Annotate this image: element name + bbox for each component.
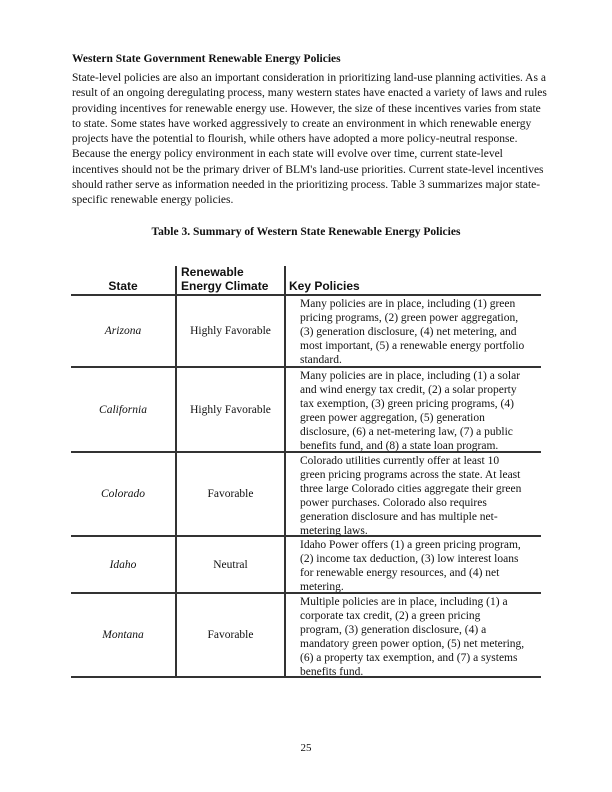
policy-line: Idaho Power offers (1) a green pricing program, bbox=[300, 539, 521, 551]
policy-line: for renewable energy resources, and (4) net bbox=[300, 567, 500, 579]
cell-climate: Neutral bbox=[213, 558, 248, 571]
policy-line: power purchases. Colorado also requires bbox=[300, 497, 487, 509]
policy-line: program, (3) generation disclosure, (4) a bbox=[300, 624, 487, 636]
cell-state: Colorado bbox=[100, 488, 146, 500]
section-heading: Western State Government Renewable Energy Policies bbox=[72, 53, 341, 65]
policy-line: Multiple policies are in place, including (1) a bbox=[300, 596, 508, 608]
cell-climate: Highly Favorable bbox=[190, 403, 271, 416]
policy-line: Many policies are in place, including (1) green bbox=[300, 298, 516, 310]
policy-line: mandatory green power option, (5) net metering, bbox=[300, 638, 525, 650]
policy-line: disclosure, (6) a net-metering law, (7) a public bbox=[300, 426, 513, 438]
table-row bbox=[71, 368, 541, 453]
policy-line: most important, (5) a renewable energy portfolio bbox=[300, 340, 525, 352]
policy-line: metering laws. bbox=[300, 525, 368, 537]
cell-state: California bbox=[99, 403, 147, 416]
policy-line: (2) income tax deduction, (3) low interest loans bbox=[300, 553, 519, 565]
cell-climate: Favorable bbox=[207, 488, 254, 500]
header-climate-line1: Renewable bbox=[181, 265, 244, 279]
cell-policies bbox=[300, 594, 540, 679]
page-number: 25 bbox=[300, 742, 312, 754]
table-row bbox=[71, 537, 541, 594]
policy-line: green power aggregation, (5) generation bbox=[300, 412, 485, 424]
cell-climate: Favorable bbox=[207, 629, 254, 641]
policy-line: tax exemption, (3) green pricing programs, (4) bbox=[300, 398, 514, 410]
cell-policies bbox=[300, 537, 540, 594]
policy-line: pricing programs, (2) green power aggregation, bbox=[300, 312, 519, 324]
table-row bbox=[71, 453, 541, 537]
cell-policies bbox=[300, 453, 540, 538]
header-climate-line2: Energy Climate bbox=[181, 278, 269, 293]
header-policies: Key Policies bbox=[289, 279, 360, 293]
table-row bbox=[71, 594, 541, 678]
header-climate bbox=[181, 266, 287, 293]
policy-table bbox=[71, 266, 541, 678]
table-header-row bbox=[71, 266, 541, 296]
table-row bbox=[71, 296, 541, 368]
policy-line: standard. bbox=[300, 354, 342, 366]
cell-policies bbox=[300, 368, 540, 453]
table-caption: Table 3. Summary of Western State Renewable Energy Policies bbox=[151, 226, 461, 238]
policy-line: metering. bbox=[300, 581, 344, 593]
cell-policies bbox=[300, 296, 540, 367]
policy-line: benefits fund, and (8) a state loan program. bbox=[300, 440, 499, 452]
body-paragraph: State-level policies are also an important consideration in prioritizing land-use planning activities. As a result of an ongoing deregulating process, many western states have enacted a variety of laws and rules providing incentives for renewable energy use. However, the size of these incentives varies from state to state. Some states have worked aggressively to create an environment in which renewable energy projects have the potential to flourish, while others have adopted a more policy-neutral response. Because the energy policy environment in each state will evolve over time, current state-level incentives should not be the primary driver of BLM's land-use priorities. Current state-level incentives should rather serve as information needed in the prioritizing process. Table 3 summarizes major state-specific renewable energy policies. bbox=[72, 72, 547, 207]
policy-line: Many policies are in place, including (1) a solar bbox=[300, 370, 521, 382]
policy-line: benefits fund. bbox=[300, 666, 364, 678]
cell-state: Montana bbox=[102, 629, 144, 641]
policy-line: (3) generation disclosure, (4) net metering, and bbox=[300, 326, 517, 338]
cell-state: Arizona bbox=[104, 325, 142, 337]
cell-climate: Highly Favorable bbox=[190, 325, 271, 337]
policy-line: (6) a property tax exemption, and (7) a systems bbox=[300, 652, 518, 664]
policy-line: and wind energy tax credit, (2) a solar property bbox=[300, 384, 517, 396]
policy-line: corporate tax credit, (2) a green pricing bbox=[300, 610, 481, 622]
header-state: State bbox=[108, 279, 138, 293]
policy-line: Colorado utilities currently offer at least 10 bbox=[300, 455, 500, 467]
policy-line: generation disclosure and has multiple net- bbox=[300, 511, 498, 523]
cell-state: Idaho bbox=[109, 558, 137, 571]
policy-line: three large Colorado cities aggregate their green bbox=[300, 483, 522, 495]
policy-line: green pricing programs across the state. At least bbox=[300, 469, 521, 481]
